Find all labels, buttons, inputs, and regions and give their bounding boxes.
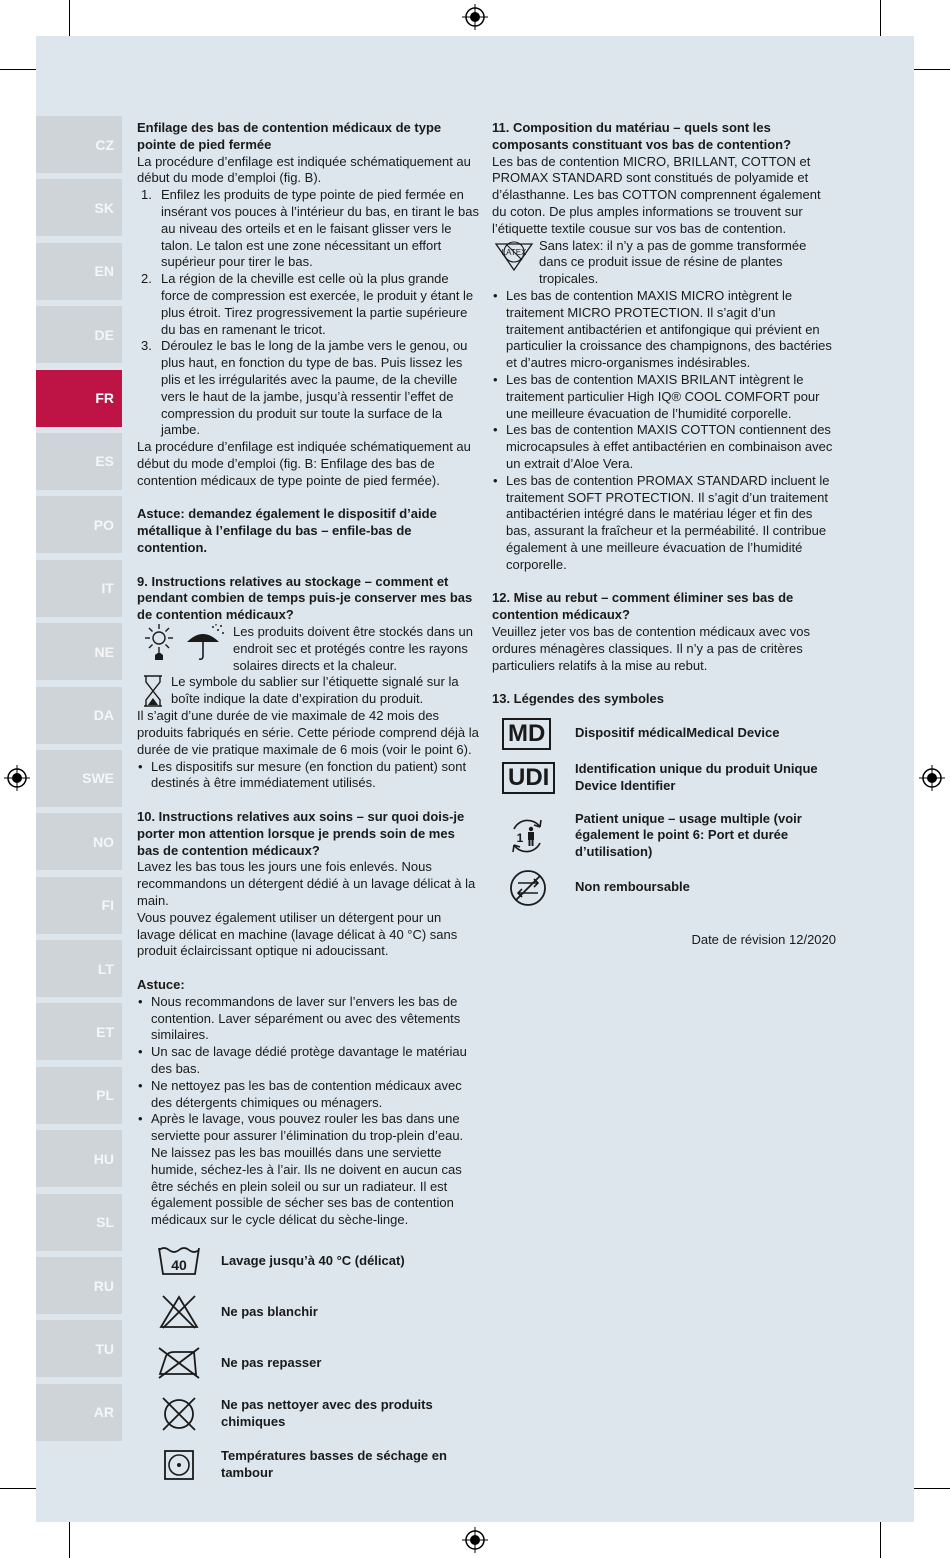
tab-fr[interactable]: FR (36, 370, 122, 427)
paragraph: Vous pouvez également utiliser un détergent pour un lavage délicat en machine (lavage délicat à 40 °C) sans produit éclaircissant optique ni adoucissant. (137, 909, 458, 959)
storage-row (137, 624, 479, 674)
section-title-storage: 9. Instructions relatives au stockage – comment et pendant combien de temps puis-je conserver mes bas de contention médicaux? (137, 573, 473, 623)
hourglass-icon (141, 674, 167, 708)
symbol-row-md (492, 716, 836, 752)
section-title-care: 10. Instructions relatives aux soins – sur quoi dois-je porter mon attention lorsque je prends soin de mes bas de contention médicaux? (137, 809, 465, 858)
tab-swe[interactable]: SWE (36, 750, 122, 807)
tab-po[interactable]: PO (36, 496, 122, 553)
symbol-legend (492, 716, 836, 910)
paragraph: La procédure d’enfilage est indiquée schématiquement au début du mode d’emploi (fig. B: Enfilage des bas de contention médicaux de type pointe de pied fermée). (137, 439, 471, 488)
tab-cz[interactable]: CZ (36, 116, 122, 173)
list-item: • Les bas de contention MAXIS MICRO intègrent le traitement MICRO PROTECTION. Il s’agit d’un traitement antibactérien et antifongique qui prévient en particulier la croissance des champignons, des bactéries et d’autres micro-organismes indésirables. (492, 288, 836, 372)
tab-ne[interactable]: NE (36, 623, 122, 680)
registration-mark-icon (462, 1527, 488, 1553)
tab-it[interactable]: IT (36, 560, 122, 617)
care-symbols (137, 1241, 479, 1485)
list-item: 2. La région de la cheville est celle où la plus grande force de compression est exercée, le produit y étant le plus étroit. Tirez progressivement la partie supérieure du bas en ramenant le tricot. (141, 271, 474, 337)
composition-bullets (492, 288, 836, 574)
paragraph: Veuillez jeter vos bas de contention médicaux avec vos ordures ménagères classiques. Il n’y a pas de critères particuliers relatifs à la mise au rebut. (492, 623, 810, 673)
care-label: Ne pas nettoyer avec des produits chimiques (221, 1397, 433, 1429)
expiry-text: Le symbole du sablier sur l’étiquette signalé sur la boîte indique la date d’expiration du produit. (171, 674, 459, 707)
care-row-wash (137, 1241, 479, 1281)
care-tip-title: Astuce: (137, 977, 185, 993)
tab-da[interactable]: DA (36, 687, 122, 744)
list-item: 3. Déroulez le bas le long de la jambe vers le genou, ou plus haut, en fonction du type de bas. Puis lissez les plis et les irrégularités avec la paume, de la cheville vers le haut de la jambe, jusqu’à ressentir l’effet de compression du produit sur toute la surface de la jambe. (141, 338, 468, 438)
expiry-row (137, 674, 479, 708)
care-label: Lavage jusqu’à 40 °C (délicat) (221, 1252, 405, 1268)
list-item: • Un sac de lavage dédié protège davantage le matériau des bas. (137, 1044, 479, 1078)
care-row-tumble (137, 1445, 479, 1485)
list-item: • Après le lavage, vous pouvez rouler les bas dans une serviette pour assurer l’élimination du trop-plein d’eau. Ne laissez pas les bas mouillés dans une serviette humide, séchez-les à l’air. Ils ne doivent en aucun cas être séchés en plein soleil ou sur un radiateur. Il est également possible de sécher ses bas de contention médicaux sur le cycle délicat du sèche-linge. (137, 1111, 479, 1229)
paragraph: Il s’agit d’une durée de vie maximale de 42 mois des produits fabriqués en série. Cette période comprend déjà la durée de vie pratique maximale de 6 mois (voir le point 6). (137, 708, 479, 757)
latex-text: Sans latex: il n’y a pas de gomme transformée dans ce produit issue de résine de plantes tropicales. (539, 237, 807, 287)
tab-es[interactable]: ES (36, 433, 122, 490)
crop-mark (69, 1522, 70, 1558)
crop-mark (914, 69, 950, 70)
paragraph: Les bas de contention MICRO, BRILLANT, COTTON et PROMAX STANDARD sont constitués de polyamide et d’élasthanne. Les bas COTTON comprennent également du coton. De plus amples informations se trouvent sur l’étiquette textile cousue sur vos bas de contention. (492, 153, 821, 236)
care-bullets (137, 994, 479, 1229)
list-item: • Les bas de contention PROMAX STANDARD incluent le traitement SOFT PROTECTION. Il s’agit d’un traitement antibactérien intégré dans le matériau léger et fin des bas, assurant la fraîcheur et la perméabilité. Il contribue également à une meilleure évacuation de l’humidité corporelle. (492, 473, 836, 574)
tip-text: Astuce: demandez également le dispositif d’aide métallique à l’enfilage du bas – enfile-bas de contention. (137, 506, 437, 555)
care-row-iron (137, 1343, 479, 1383)
right-column (492, 120, 836, 949)
crop-mark (880, 1522, 881, 1558)
storage-text: Les produits doivent être stockés dans un endroit sec et protégés contre les rayons solaires directs et la chaleur. (233, 623, 473, 673)
tab-fi[interactable]: FI (36, 877, 122, 934)
registration-mark-icon (462, 4, 488, 30)
no-bleach-icon (158, 1294, 200, 1330)
section-title-disposal: 12. Mise au rebut – comment éliminer ses bas de contention médicaux? (492, 590, 794, 623)
tab-ar[interactable]: AR (36, 1384, 122, 1441)
section-title-donning: Enfilage des bas de contention médicaux de type pointe de pied fermée (137, 120, 442, 152)
tumble-dry-low-icon (162, 1448, 196, 1482)
latex-free-icon (492, 238, 536, 272)
tab-sk[interactable]: SK (36, 179, 122, 236)
crop-mark (0, 1488, 36, 1489)
list-item: 1. Enfilez les produits de type pointe de pied fermée en insérant vos pouces à l’intérieur du bas, en tirant le bas au niveau des orteils et en le faisant glisser vers le talon. Le talon est une zone nécessitant un effort supérieur pour tirer le bas. (141, 187, 479, 270)
list-item: • Les bas de contention MAXIS COTTON contiennent des microcapsules à effet antibactérien en combinaison avec un extrait d’Aloe Vera. (492, 422, 836, 472)
non-refundable-icon (508, 868, 548, 908)
crop-mark (69, 0, 70, 36)
symbol-label: Identification unique du produit Unique Device Identifier (575, 761, 818, 793)
list-item: • Les bas de contention MAXIS BRILANT intègrent le traitement particulier High IQ® COOL COMFORT pour une meilleure évacuation de l’humidité corporelle. (492, 372, 836, 422)
list-item: • Les dispositifs sur mesure (en fonction du patient) sont destinés à être immédiatement utilisés. (137, 759, 479, 793)
care-label: Températures basses de séchage en tambour (221, 1448, 447, 1480)
tab-lt[interactable]: LT (36, 940, 122, 997)
tab-tu[interactable]: TU (36, 1320, 122, 1377)
paragraph: Lavez les bas tous les jours une fois enlevés. Nous recommandons un détergent dédié à un lavage délicat à la main. (137, 859, 476, 909)
sun-icon (137, 624, 183, 662)
tab-de[interactable]: DE (36, 306, 122, 363)
no-dry-clean-icon (159, 1396, 199, 1432)
crop-mark (880, 0, 881, 36)
wash-40-icon (157, 1244, 201, 1278)
tab-hu[interactable]: HU (36, 1130, 122, 1187)
tab-pl[interactable]: PL (36, 1067, 122, 1124)
symbol-label: Patient unique – usage multiple (voir également le point 6: Port et durée d’utilisation) (575, 810, 802, 860)
revision-date: Date de révision 12/2020 (691, 931, 836, 947)
umbrella-icon (183, 624, 227, 662)
crop-mark (914, 1488, 950, 1489)
registration-mark-icon (4, 765, 30, 791)
latex-row (492, 238, 836, 288)
tab-en[interactable]: EN (36, 243, 122, 300)
symbol-row-single-patient (492, 810, 836, 862)
tab-et[interactable]: ET (36, 1003, 122, 1060)
section-title-composition: 11. Composition du matériau – quels sont les composants constituant vos bas de contention? (492, 120, 792, 152)
udi-icon: UDI (502, 762, 555, 794)
tab-sl[interactable]: SL (36, 1194, 122, 1251)
left-column (137, 120, 479, 1485)
list-item: • Nous recommandons de laver sur l’envers les bas de contention. Laver séparément ou avec des vêtements similaires. (137, 994, 479, 1044)
care-label: Ne pas blanchir (221, 1303, 318, 1319)
paragraph: La procédure d’enfilage est indiquée schématiquement au début du mode d’emploi (fig. B). (137, 153, 471, 186)
no-iron-icon (156, 1346, 202, 1380)
list-item: • Ne nettoyez pas les bas de contention médicaux avec des détergents chimiques ou ménagers. (137, 1078, 479, 1112)
symbol-label: Dispositif médicalMedical Device (575, 725, 780, 741)
md-icon: MD (502, 718, 551, 750)
symbol-row-udi (492, 758, 836, 798)
storage-bullets (137, 759, 479, 793)
section-title-symbols: 13. Légendes des symboles (492, 691, 664, 707)
care-label: Ne pas repasser (221, 1354, 322, 1370)
language-tabs (36, 116, 122, 1447)
care-row-bleach (137, 1292, 479, 1332)
symbol-row-non-refundable (492, 866, 836, 910)
svg-text:40: 40 (171, 1257, 187, 1273)
care-row-dryclean (137, 1394, 479, 1434)
symbol-label: Non remboursable (575, 879, 690, 895)
crop-mark (0, 69, 36, 70)
tab-ru[interactable]: RU (36, 1257, 122, 1314)
tab-no[interactable]: NO (36, 813, 122, 870)
svg-text:1: 1 (516, 830, 524, 845)
single-patient-icon (506, 815, 548, 857)
registration-mark-icon (919, 765, 945, 791)
donning-steps (137, 187, 479, 439)
svg-text:LATEX: LATEX (501, 247, 527, 257)
